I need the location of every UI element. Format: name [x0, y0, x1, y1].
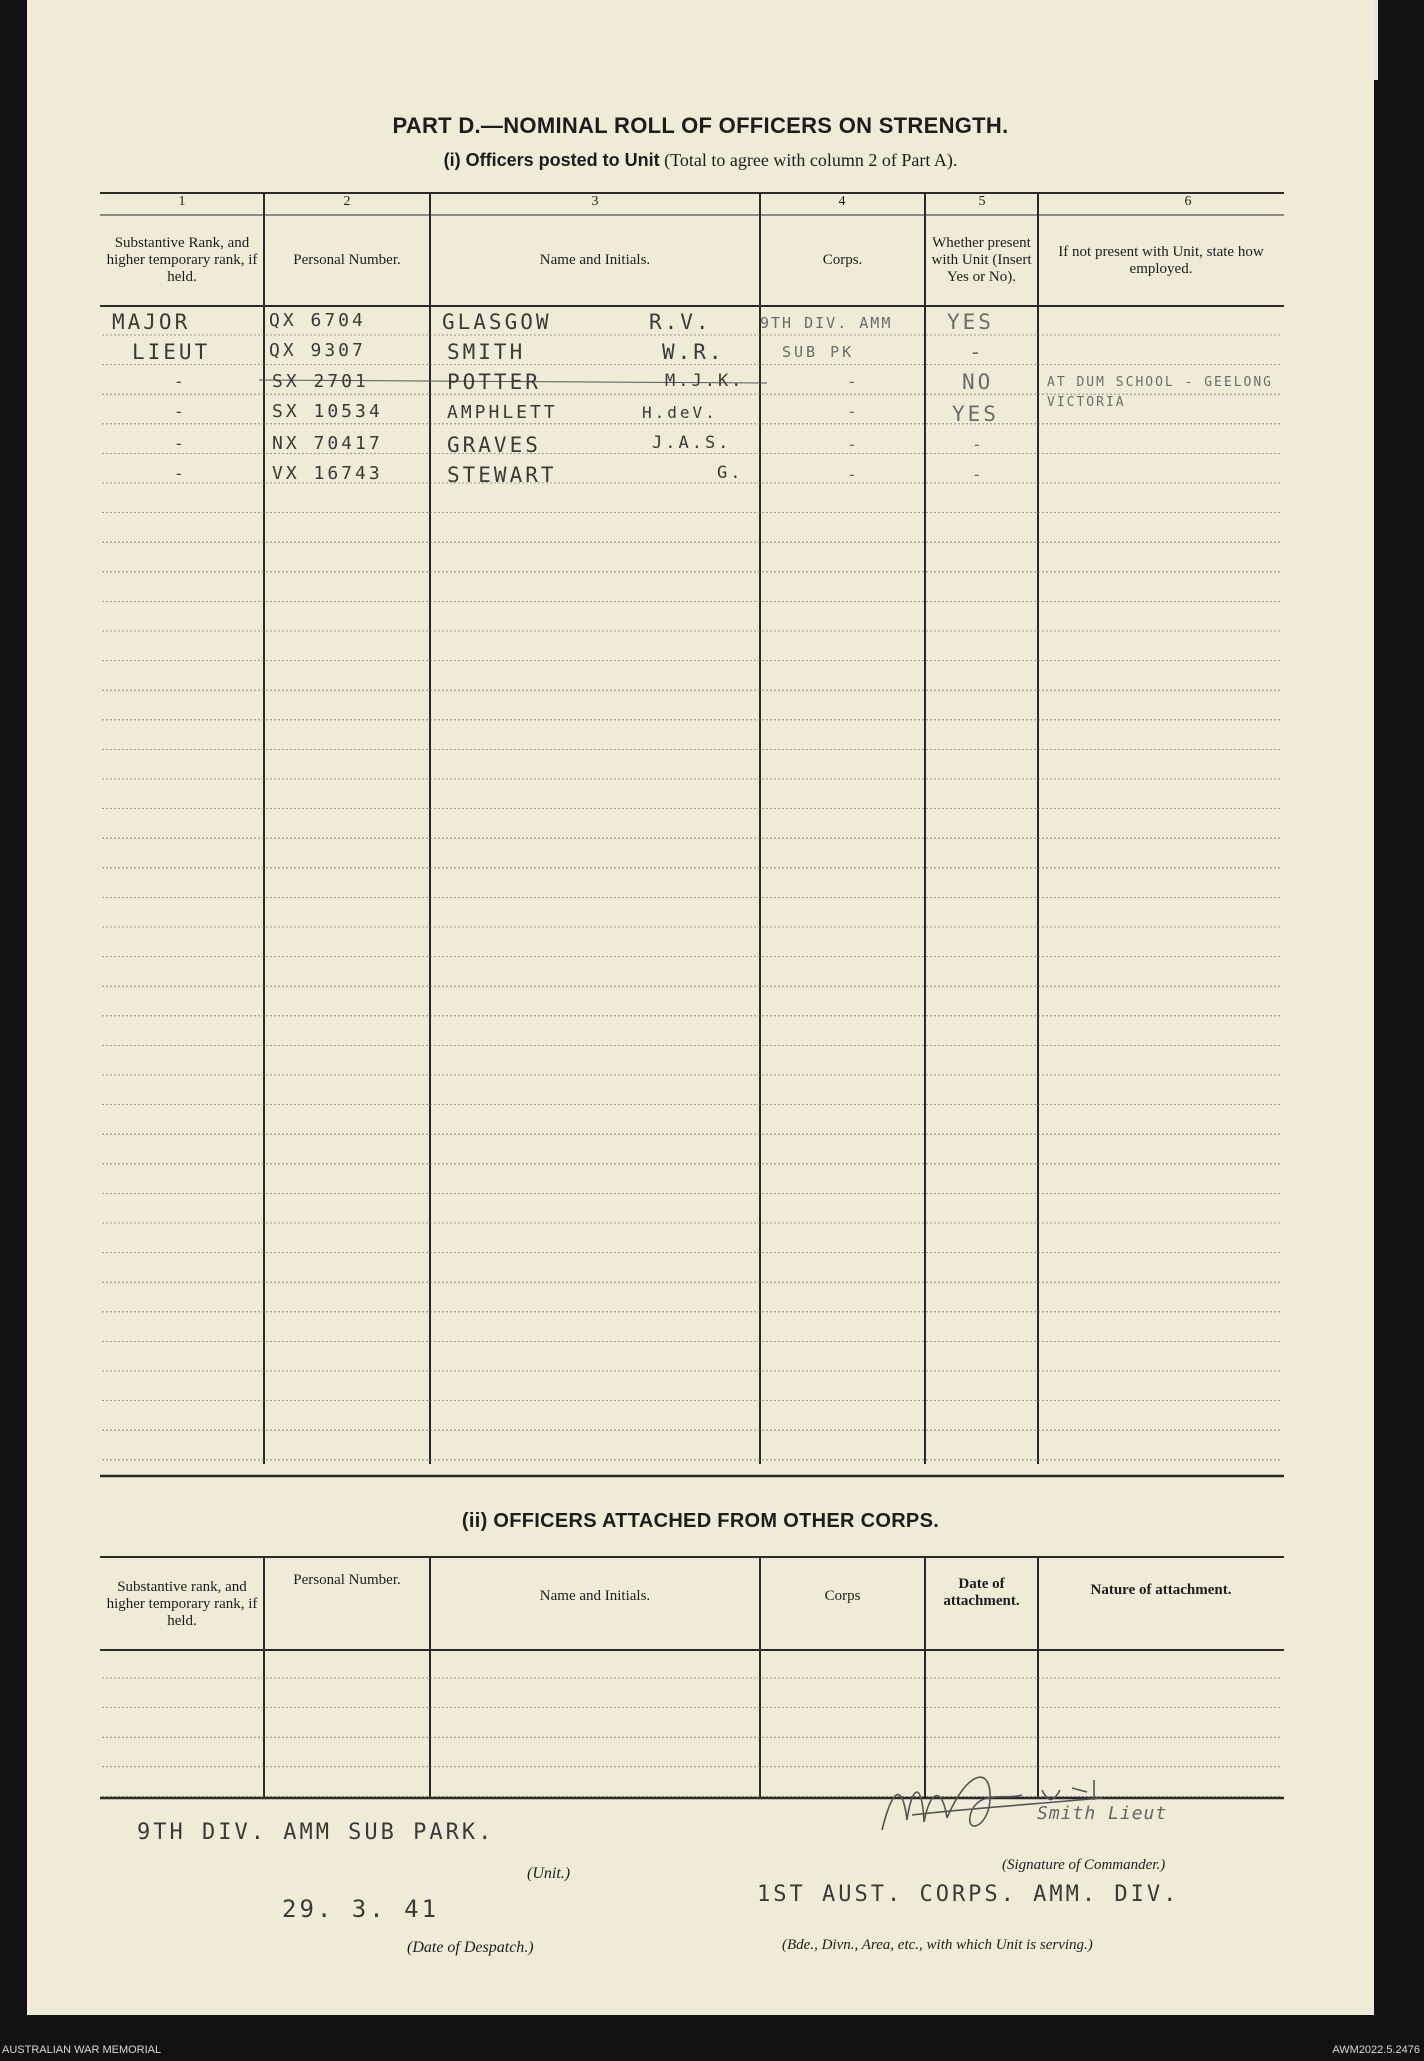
row-3-number: SX 2701: [272, 371, 369, 392]
section-ii-title: (ii) OFFICERS ATTACHED FROM OTHER CORPS.: [461, 1510, 940, 1532]
row-4-name: AMPHLETT: [447, 402, 558, 423]
row-1-name: GLASGOW: [442, 310, 552, 334]
ii-header-corps: Corps: [824, 1588, 861, 1604]
ii-header-date: Date of attachment.: [943, 1576, 1020, 1609]
row-5-present: -: [972, 435, 985, 454]
row-4-initials: H.deV.: [642, 403, 718, 422]
header-name-initials: Name and Initials.: [539, 252, 651, 268]
unit-label: (Unit.): [527, 1865, 571, 1882]
row-3-initials: M.J.K.: [665, 371, 745, 391]
header-corps: Corps.: [822, 252, 863, 268]
header-employed: If not present with Unit, state how employed.: [1058, 243, 1264, 277]
row-3-present: NO: [962, 370, 994, 394]
row-2-name: SMITH: [447, 340, 526, 364]
despatch-date-value: 29. 3. 41: [282, 1895, 440, 1923]
credit-left: AUSTRALIAN WAR MEMORIAL: [2, 2044, 162, 2056]
despatch-date-label: (Date of Despatch.): [407, 1939, 534, 1956]
row-1-present: YES: [947, 310, 994, 334]
column-number-6: 6: [1184, 194, 1192, 209]
document-page: [27, 0, 1374, 2015]
column-number-2: 2: [343, 194, 351, 209]
row-5-rank: -: [174, 434, 187, 453]
row-6-present: -: [972, 465, 985, 484]
subtitle-bold: (i) Officers posted to Unit: [443, 150, 660, 170]
row-2-initials: W.R.: [662, 340, 725, 364]
row-4-number: SX 10534: [272, 401, 383, 422]
row-3-name: POTTER: [447, 370, 541, 394]
row-6-initials: G.: [717, 463, 744, 483]
formation-label: (Bde., Divn., Area, etc., with which Unit is serving.): [782, 1937, 1093, 1953]
row-2-number: QX 9307: [269, 340, 366, 361]
page-title: PART D.—NOMINAL ROLL OF OFFICERS ON STRENGTH.: [392, 113, 1009, 138]
signature-label: (Signature of Commander.): [1002, 1857, 1166, 1873]
row-1-number: QX 6704: [269, 310, 366, 331]
row-5-initials: J.A.S.: [652, 433, 732, 453]
column-number-1: 1: [178, 194, 186, 209]
ii-header-personal-number: Personal Number.: [293, 1572, 401, 1588]
header-present: Whether present with Unit (Insert Yes or No).: [931, 235, 1032, 285]
row-5-name: GRAVES: [447, 433, 541, 457]
row-3-rank: -: [174, 372, 187, 391]
subtitle-rest: (Total to agree with column 2 of Part A).: [659, 150, 958, 170]
unit-value: 9TH DIV. AMM SUB PARK.: [137, 1820, 495, 1845]
column-number-4: 4: [838, 194, 846, 209]
row-4-present: YES: [952, 402, 999, 426]
row-1-corps: 9TH DIV. AMM: [760, 314, 893, 332]
formation-value: 1ST AUST. CORPS. AMM. DIV.: [757, 1882, 1180, 1907]
row-5-number: NX 70417: [272, 433, 383, 454]
ii-header-rank: Substantive rank, and higher temporary rank, if held.: [106, 1579, 258, 1629]
column-number-5: 5: [978, 194, 986, 209]
row-2-corps: SUB PK: [782, 343, 855, 361]
row-4-rank: -: [174, 402, 187, 421]
row-1-rank: MAJOR: [112, 310, 191, 334]
row-2-present: -: [969, 340, 985, 364]
row-6-number: VX 16743: [272, 463, 383, 484]
row-6-corps: -: [847, 465, 860, 484]
row-4-corps: -: [847, 402, 860, 421]
signature-text: Smith Lieut: [1037, 1803, 1168, 1824]
row-5-corps: -: [847, 435, 860, 454]
column-number-3: 3: [591, 194, 599, 209]
row-3-corps: -: [847, 372, 860, 391]
ii-header-nature: Nature of attachment.: [1090, 1582, 1232, 1598]
row-1-initials: R.V.: [649, 310, 712, 334]
row-3-employed: AT DUM SCHOOL - GEELONG VICTORIA: [1047, 375, 1274, 410]
header-rank: Substantive Rank, and higher temporary rank, if held.: [106, 235, 258, 285]
row-6-rank: -: [174, 464, 187, 483]
row-6-name: STEWART: [447, 463, 557, 487]
credit-right: AWM2022.5.2476: [1332, 2044, 1420, 2056]
ii-header-name-initials: Name and Initials.: [539, 1588, 651, 1604]
header-personal-number: Personal Number.: [293, 252, 401, 268]
row-2-rank: LIEUT: [132, 340, 211, 364]
